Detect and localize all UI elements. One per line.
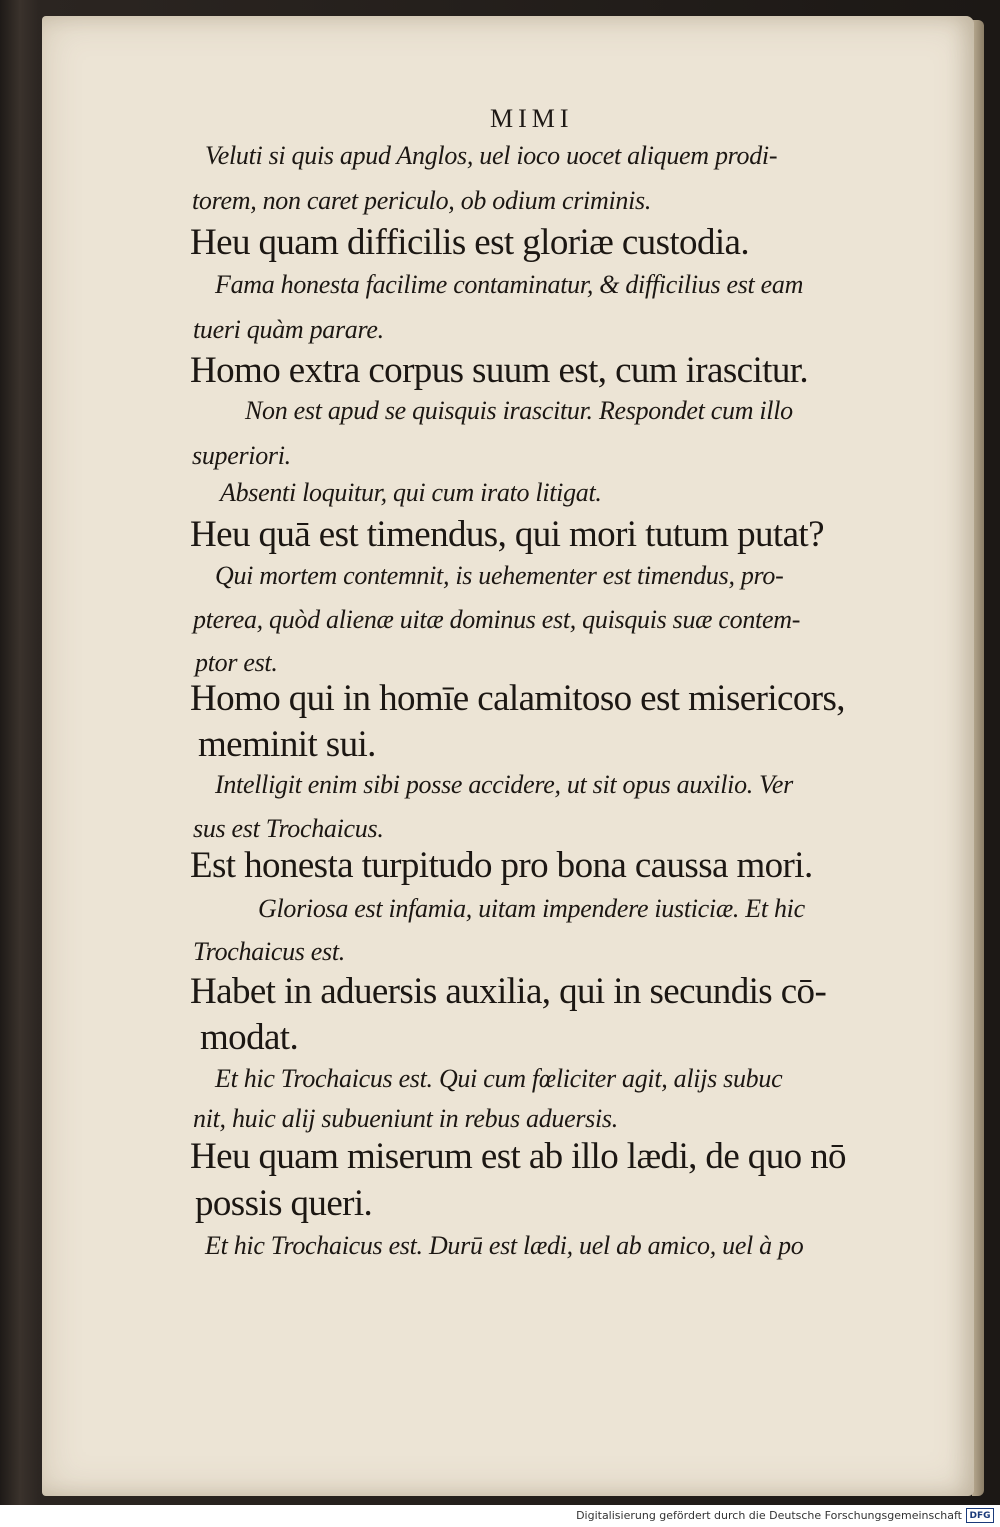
text-line: pterea, quòd alienæ uitæ dominus est, quisquis suæ contem- — [193, 605, 801, 634]
text-line: Intelligit enim sibi posse accidere, ut sit opus auxilio. Ver — [215, 770, 793, 799]
text-line: sus est Trochaicus. — [193, 814, 384, 843]
text-line: Heu quam difficilis est gloriæ custodia. — [190, 222, 750, 263]
text-line: possis queri. — [195, 1183, 373, 1224]
text-line: Trochaicus est. — [193, 937, 345, 966]
text-line: Heu quam miserum est ab illo lædi, de quo nō — [190, 1136, 846, 1177]
text-line: tueri quàm parare. — [193, 315, 384, 344]
funding-credit: Digitalisierung gefördert durch die Deutsche Forschungsgemeinschaft — [576, 1509, 962, 1522]
text-line: Et hic Trochaicus est. Durū est lædi, uel ab amico, uel à po — [205, 1231, 804, 1260]
text-line: Absenti loquitur, qui cum irato litigat. — [220, 478, 602, 507]
footer-bar — [0, 1505, 1000, 1527]
text-line: modat. — [200, 1017, 299, 1058]
text-line: meminit sui. — [198, 724, 376, 765]
text-line: Et hic Trochaicus est. Qui cum fœliciter agit, alijs subuc — [215, 1064, 783, 1093]
dfg-logo: DFG — [966, 1508, 994, 1523]
text-line: Veluti si quis apud Anglos, uel ioco uocet aliquem prodi- — [205, 141, 778, 170]
text-line: Habet in aduersis auxilia, qui in secundis cō- — [190, 971, 827, 1012]
text-line: Homo extra corpus suum est, cum irascitur. — [190, 350, 809, 391]
text-line: Gloriosa est infamia, uitam impendere iusticiæ. Et hic — [258, 894, 805, 923]
text-line: Qui mortem contemnit, is uehementer est timendus, pro- — [215, 561, 784, 590]
text-line: Est honesta turpitudo pro bona caussa mori. — [190, 845, 813, 886]
text-line: nit, huic alij subueniunt in rebus aduersis. — [193, 1104, 618, 1133]
text-line: torem, non caret periculo, ob odium criminis. — [192, 186, 652, 215]
running-head: MIMI — [490, 104, 574, 133]
text-line: Fama honesta facilime contaminatur, & difficilius est eam — [215, 270, 804, 299]
text-line: Heu quā est timendus, qui mori tutum putat? — [190, 514, 824, 555]
text-line: ptor est. — [195, 648, 278, 677]
text-line: superiori. — [192, 441, 291, 470]
text-line: Homo qui in homīe calamitoso est misericors, — [190, 678, 845, 719]
text-line: Non est apud se quisquis irascitur. Respondet cum illo — [245, 396, 793, 425]
